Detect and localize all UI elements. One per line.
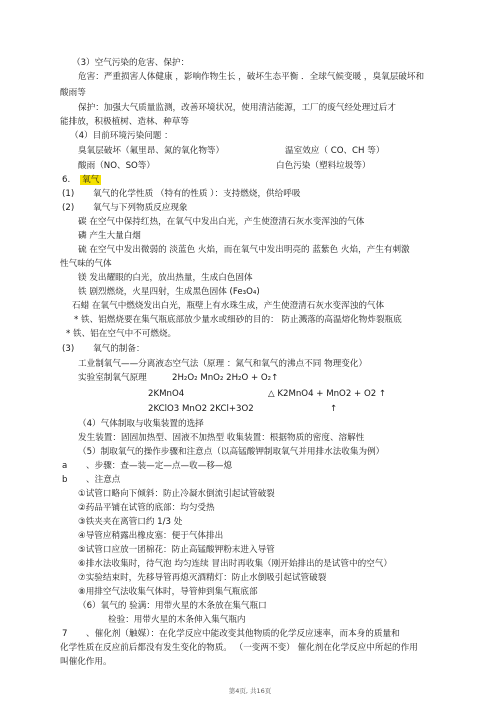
text-line: 硫 在空气中发出微弱的 淡蓝色 火焰，而在氧气中发出明亮的 蓝紫色 火焰，产生有刺激	[78, 245, 410, 255]
text-line: 镁 发出耀眼的白光，放出热量，生成白色固体	[78, 273, 253, 283]
equation: △ K2MnO4 + MnO2 + O2 ↑	[268, 389, 387, 399]
text-line: 铁 剧烈燃烧，火星四射，生成黑色固体 (Fe₃O₄)	[78, 287, 260, 297]
text-line: 酸雨（NO、SO等）	[78, 161, 155, 171]
text-line: 危害：严重损害人体健康 ，影响作物生长 ，破坏生态平衡 ．全球气候变暖 ，臭氧层破坏和	[78, 72, 425, 82]
text-line: 发生装置：固固加热型、固液不加热型 收集装置：根据物质的密度、溶解性	[78, 433, 365, 443]
text-line: ①试管口略向下倾斜：防止冷凝水倒流引起试管破裂	[78, 489, 275, 499]
highlight-mark: 氧气	[82, 175, 100, 185]
text-line: 氧气与下列物质反应现象	[93, 203, 188, 213]
text-line: 碳 在空气中保持红热，在氧气中发出白光，产生使澄清石灰水变浑浊的气体	[78, 217, 365, 227]
text-line: 石蜡 在氧气中燃烧发出白光，瓶壁上有水珠生成，产生使澄清石灰水变浑浊的气体	[72, 301, 385, 311]
text-line: 臭氧层破坏（氟里昂、氮的氧化物等）	[78, 146, 225, 156]
section-number: 6.	[62, 175, 71, 185]
text-line: 氧气的化学性质 （特有的性质 ）：支持燃烧，供给呼吸	[93, 189, 301, 199]
item-number: (2)	[62, 203, 75, 213]
text-line: 酸雨等	[60, 88, 86, 98]
text-line: 能排放，积极植树、造林、种草等	[60, 117, 189, 127]
section-heading	[80, 175, 101, 186]
text-line: ②药品平铺在试管的底部：均匀受热	[78, 503, 215, 513]
text-line: 叫催化作用。	[60, 657, 112, 667]
page-footer: 第4页, 共16页	[228, 687, 272, 695]
text-line: 磷 产生大量白烟	[78, 231, 141, 241]
text-line: 白色污染（塑料垃圾等）	[276, 161, 371, 171]
text-line: （5）制取氧气的操作步骤和注意点（以高锰酸钾制取氧气并用排水法收集为例）	[78, 447, 385, 457]
text-line: ⑤试管口应放一团棉花：防止高锰酸钾粉末进入导管	[78, 545, 275, 555]
text-line: 氧气的制备：	[93, 344, 145, 354]
text-line: ⑥排水法收集时，待气泡 均匀连续 冒出时再收集（刚开始排出的是试管中的空气）	[78, 559, 392, 569]
item-number: (1)	[62, 189, 75, 199]
text-line: ③铁夹夹在离管口约 1/3 处	[78, 517, 183, 527]
text-line: （3）空气污染的危害、保护：	[72, 58, 190, 68]
item-number: (3)	[62, 344, 75, 354]
item-letter: b	[62, 475, 68, 485]
text-line: * 铁、铝燃烧要在集气瓶底部放少量水或细砂的目的： 防止溅落的高温熔化物炸裂瓶底	[74, 315, 402, 325]
text-line: 实验室制氧气原理	[78, 373, 147, 383]
text-line: （4）气体制取与收集装置的选择	[78, 419, 204, 429]
text-line: 化学性质在反应前后都没有发生变化的物质。 （一变两不变） 催化剂在化学反应中所起的作用	[60, 643, 418, 653]
text-line: 工业制氧气——分离液态空气法（原理 ：氮气和氧气的沸点不同 物理变化）	[78, 359, 368, 369]
text-line: 性气味的气体	[60, 259, 112, 269]
text-line: ④导管应稍露出橡皮塞：便于气体排出	[78, 531, 224, 541]
text-line: 、注意点	[86, 475, 121, 485]
text-line: 温室效应（ CO、CH 等）	[285, 146, 385, 156]
text-line: （6）氧气的 验满：用带火星的木条放在集气瓶口	[78, 601, 267, 611]
equation: 2KMnO4	[148, 389, 185, 399]
text-line: 检验：用带火星的木条伸入集气瓶内	[108, 615, 246, 625]
text-line: （4）目前环境污染问题 ：	[70, 131, 173, 141]
text-line: ⑦实验结束时，先移导管再熄灭酒精灯：防止水倒吸引起试管破裂	[78, 573, 327, 583]
item-letter: a	[62, 461, 68, 471]
text-line: ⑧用排空气法收集气体时，导管伸到集气瓶底部	[78, 587, 258, 597]
equation-arrow: ↑	[330, 404, 338, 414]
section-number: 7	[62, 629, 68, 639]
text-line: * 铁、铝在空气中不可燃烧。	[66, 329, 177, 339]
equation: 2KClO3 MnO2 2KCl+3O2	[148, 404, 254, 414]
equation: 2H₂O₂ MnO₂ 2H₂O + O₂↑	[172, 373, 279, 383]
text-line: 、催化剂（触媒）：在化学反应中能改变其他物质的化学反应速率，而本身的质量和	[86, 629, 400, 639]
text-line: 保护：加强大气质量监测，改善环境状况，使用清洁能源，工厂的废气经处理过后才	[78, 103, 396, 113]
text-line: 、步骤：查—装—定—点—收—移—熄	[86, 461, 233, 471]
